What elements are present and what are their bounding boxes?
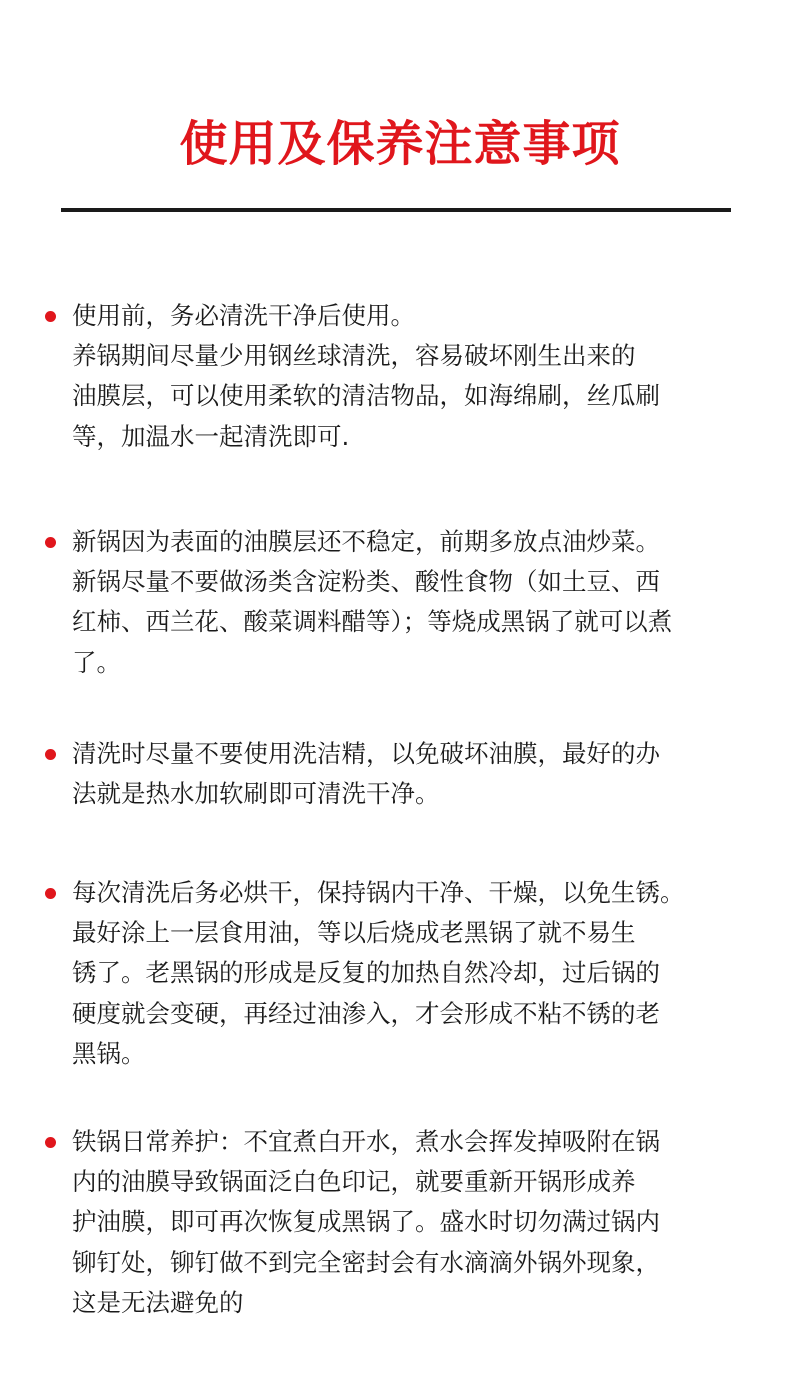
note-item [72, 296, 738, 457]
bullet-icon [45, 537, 56, 548]
note-item [72, 734, 738, 814]
note-text: 使用前，务必清洗干净后使用。 养锅期间尽量少用钢丝球清洗，容易破坏刚生出来的 油膜层，可以使用柔软的清洁物品，如海绵刷，丝瓜刷 等，加温水一起清洗即可. [72, 301, 660, 451]
note-text: 每次清洗后务必烘干，保持锅内干净、干燥，以免生锈。 最好涂上一层食用油，等以后烧成老黑锅了就不易生 锈了。老黑锅的形成是反复的加热自然冷却，过后锅的 硬度就会变硬，再经过油渗入，才会形成不粘不锈的老 黑锅。 [72, 878, 685, 1068]
page-title: 使用及保养注意事项 [179, 116, 621, 172]
note-text: 清洗时尽量不要使用洗洁精，以免破坏油膜，最好的办 法就是热水加软刷即可清洗干净。 [72, 739, 660, 809]
note-item [72, 1122, 738, 1323]
bullet-icon [45, 749, 56, 760]
bullet-icon [45, 311, 56, 322]
note-text: 新锅因为表面的油膜层还不稳定，前期多放点油炒菜。 新锅尽量不要做汤类含淀粉类、酸性食物（如土豆、西 红柿、西兰花、酸菜调料醋等）；等烧成黑锅了就可以煮 了。 [72, 527, 673, 677]
bullet-icon [45, 888, 56, 899]
bullet-icon [45, 1137, 56, 1148]
note-text: 铁锅日常养护：不宜煮白开水，煮水会挥发掉吸附在锅 内的油膜导致锅面泛白色印记，就要重新开锅形成养 护油膜，即可再次恢复成黑锅了。盛水时切勿满过锅内 铆钉处，铆钉做不到完全密封会有水滴滴外锅外现象， 这是无法避免的 [72, 1127, 660, 1317]
note-item [72, 522, 738, 683]
note-item [72, 873, 738, 1074]
